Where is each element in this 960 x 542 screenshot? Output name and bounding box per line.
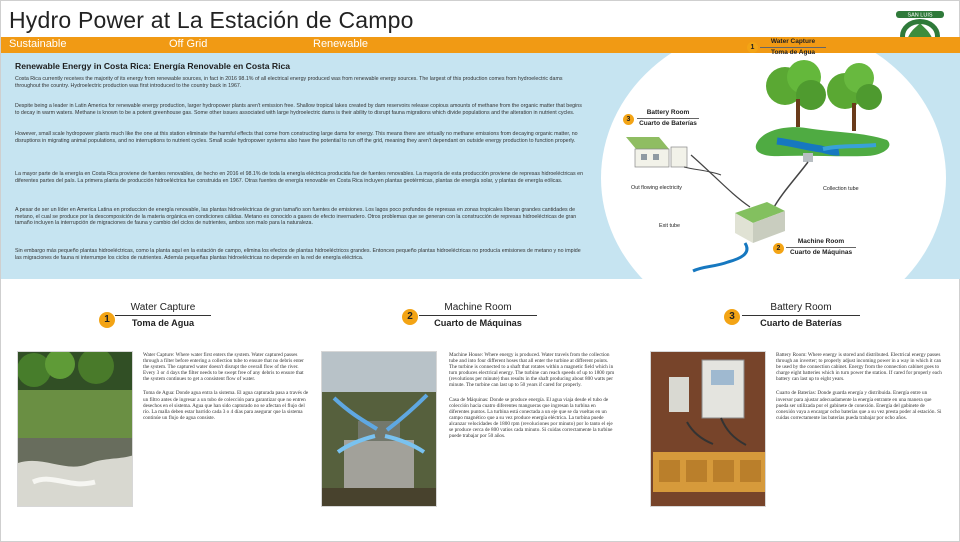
section-battery-room-paragraph-es: Cuarto de Baterías: Donde guarda energía y distribuida. Energía entre un inversor para ajustar adecuadamente la energía entrante en una manera que pueda ser utilizada por el gabinete de conexión. Energía del gabinete de conexión vaya a encargar ocho baterías que a su vez presta poder al estación. Si cuidas correctamente las baterías pueda trabajar por ocho años. <box>776 390 942 421</box>
diagram-machine-room-number: 2 <box>773 243 784 254</box>
diagram-exit-note: Exit tube <box>659 223 680 229</box>
section-battery-room-title-en: Battery Room <box>770 302 832 313</box>
section-water-capture-title-es: Toma de Agua <box>115 315 211 328</box>
intro-paragraph-6: Sin embargo más pequeño plantas hidroeléctricas, como la planta aquí en la estación de campo, elimina los efectos de plantas hidroeléctricos grandes. Entonces pequeño plantas hidroeléctricas no producía emisiones de metano y no impide las migraciones de fauna ni interrumpe los ciclos de nutrientes. Además pequeñas plantas hidroeléctricas no depende en la red de energía eléctrica. <box>15 248 581 261</box>
page-title: Hydro Power at La Estación de Campo <box>9 7 414 33</box>
intro-paragraph-4: La mayor parte de la energía en Costa Rica proviene de fuentes renovables, de hecho en 2016 el 98.1% de toda la energía eléctrica producida fue de fuentes renovables. La mayoría de esta producción proviene de represas hidroeléctricas en diferentes partes del país. La primera planta de producción hidroeléctrica fue construida en 1967. Otras fuentes de energía renovable en Costa Rica incluyen plantas geotérmicas, plantas de energía solar, y plantas de energía eólicas. <box>15 171 584 184</box>
section-machine-room-number: 2 <box>402 309 418 325</box>
battery-room-photo <box>650 351 766 507</box>
section-water-capture-number: 1 <box>99 312 115 328</box>
diagram-water-capture-es: Toma de Agua <box>760 47 826 56</box>
section-battery-room-number: 3 <box>724 309 740 325</box>
section-machine-room-title-es: Cuarto de Máquinas <box>419 315 537 328</box>
diagram-outflow-note: Out flowing electricity <box>631 185 682 191</box>
hydro-system-illustration <box>601 29 951 279</box>
section-machine-room-text <box>449 352 615 447</box>
intro-heading: Renewable Energy in Costa Rica: Energía Renovable en Costa Rica <box>15 61 291 71</box>
section-battery-room-paragraph-en: Battery Room: Where energy is stored and distributed. Electrical energy passes through an inverter; to properly adjust incoming power in a way in which it can be used by the connection cabinet. Energy from the connection cabinet goes to charge eight batteries which in turn power the station. If cared for properly each battery can last up to eight years. <box>776 352 942 383</box>
diagram-water-capture-number: 1 <box>747 42 758 53</box>
section-water-capture-heading <box>115 302 211 328</box>
section-water-capture-title-en: Water Capture <box>130 302 196 313</box>
logo-text: SAN LUIS <box>907 12 933 19</box>
section-battery-room-text <box>776 352 942 429</box>
diagram-battery-room-number: 3 <box>623 114 634 125</box>
section-machine-room-heading <box>419 302 537 328</box>
diagram-machine-room-label <box>786 238 856 256</box>
diagram-water-capture-label <box>760 38 826 56</box>
diagram-water-capture-en: Water Capture <box>770 38 816 45</box>
section-water-capture-paragraph-es: Toma de Agua: Donde agua entra la sistema. El agua capturada pasa a través de un filtro antes de ingresar a un tubo de colección para garantizar que no entren desechos en el sistema. Agua que han sido capturado no se afectan el flujo del río. La malla deben estar barrido cada 3 o 4 días para asegurar que la sistema continúe un flujo de agua consiste. <box>143 390 309 421</box>
diagram-machine-room-en: Machine Room <box>797 238 845 245</box>
diagram-battery-room-en: Battery Room <box>646 109 690 116</box>
diagram-machine-room-es: Cuarto de Máquinas <box>786 247 856 256</box>
band-item-renewable: Renewable <box>313 38 369 50</box>
band-item-off-grid: Off Grid <box>169 38 208 50</box>
section-battery-room-heading <box>742 302 860 328</box>
diagram-battery-room-label <box>637 109 699 127</box>
section-machine-room-title-en: Machine Room <box>444 302 512 313</box>
section-water-capture-paragraph-en: Water Capture: Where water first enters the system. Water captured passes through a filter before entering a collection tube to ensure that no debris enter the system. The captured water doesn't disrupt the overall flow of the river. Every 3 or 4 days the filter needs to be swept free of any debris to ensure that the system continues to get a consistent flow of water. <box>143 352 304 383</box>
hydro-diagram <box>601 29 951 279</box>
band-item-sustainable: Sustainable <box>9 38 67 50</box>
intro-paragraph-1: Costa Rica currently receives the majority of its energy from renewable sources, in fact in 2016 98.1% of all electrical energy produced was from renewable energy sources. The largest of this production comes from hydroelectric dams throughout the country. Hydroelectric production was first introduced to the country back in 1967. <box>15 76 563 89</box>
intro-paragraph-5: A pesar de ser un líder en America Latina en produccion de energía renovable, las plantas hidroeléctricas de gran tamaño son fuentes de emisiones. Los lagos poco profundos de represas en zonas tropicales liberan grandes cantidades de metano, el cual se produce por la descomposición de la materia orgánica en condiciones cálidas. Metano es conocido a gases de efecto invernadero. Otros problemas que se generan con la construcción de represas hidroeléctricas de gran tamaño incluyen la interrupción de migraciones de fauna y cambio del ciclos de nutrientes, ambos son malo para la naturaleza. <box>15 207 577 227</box>
section-water-capture-text <box>143 352 309 429</box>
diagram-collection-note: Collection tube <box>823 186 859 192</box>
machine-room-photo <box>321 351 437 507</box>
section-machine-room-paragraph-es: Casa de Máquinas: Donde se produce energía. El agua viaja desde el tubo de colección hacia cuatro diferentes mangueras que ingresan la turbina en diferentes puntos. La turbina está conectada a un eje que se da vueltas en un campo magnético que a su vez produce energía eléctrica. La turbina puede alcanzar velocidades de 1800 rpm (revoluciones por minuto) por lo tanto el eje se produce cerca de 800 vatios cada minuto. Si cuidas correctamente la turbine puede trabajar por 50 años. <box>449 396 613 440</box>
intro-paragraph-2: Despite being a leader in Latin America for renewable energy production, larger hydropower plants aren't emission free. Shallow tropical lakes created by dam reservoirs release copious amounts of methane from the organic matter that begins to decay in warm waters. Methane is known to be a potent greenhouse gas. Some other issues associated with large hydroelectric dams is their ability to disrupt fauna migrations which divide populations and the alteration in nutrient cycles. <box>15 103 582 116</box>
section-battery-room-title-es: Cuarto de Baterías <box>742 315 860 328</box>
diagram-battery-room-es: Cuarto de Baterías <box>637 118 699 127</box>
water-capture-photo <box>17 351 133 507</box>
intro-paragraph-3: However, small scale hydropower plants much like the one at this station eliminate the harmful effects that come from constructing large dams for energy. This means there are virtually no methane emissions from decaying organic matter, no disruptions in migrating animal populations, and no interruptions to nutrient cycles. Small scale hydropower systems also have the potential to run off the grid, meaning they aren't dependant on outside energy production to function properly. <box>15 131 578 144</box>
section-machine-room-paragraph-en: Machine House: Where energy is produced. Water travels from the collection tube and into four different hoses that all enter the turbine at different points. The turbine is connected to a shaft that rotates within a magnetic field which in turn produces electrical energy. The turbine can reach speeds of up to 1800 rpm (revolutions per minute) thus results in the shaft producing about 800 watts per minute. The turbine can last up to 50 years if cared for properly. <box>449 352 615 389</box>
